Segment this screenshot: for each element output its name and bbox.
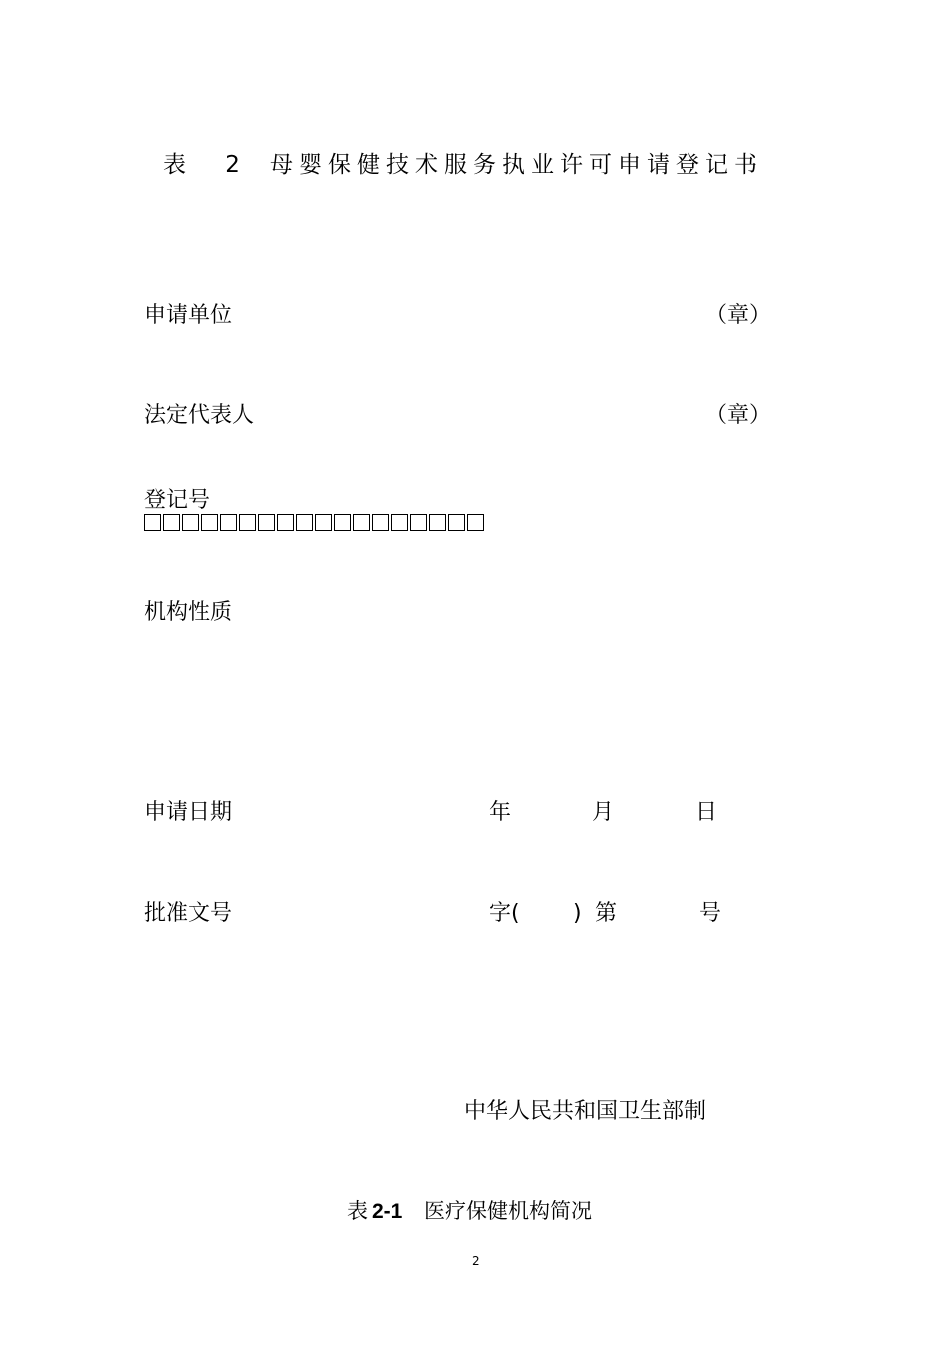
registration-digit-box [391,514,408,531]
form-title: 母婴保健技术服务执业许可申请登记书 [270,152,763,178]
registration-digit-box [277,514,294,531]
registration-digit-box [315,514,332,531]
legal-representative-seal-mark: （章） [705,403,772,428]
approval-close-paren: ) [573,901,582,926]
registration-digit-box [239,514,256,531]
date-month-label: 月 [592,800,615,825]
registration-number-boxes [144,514,484,531]
registration-digit-box [467,514,484,531]
approval-di-label: 第 [595,901,618,926]
registration-digit-box [258,514,275,531]
registration-digit-box [429,514,446,531]
applicant-seal-mark: （章） [705,303,772,328]
registration-digit-box [353,514,370,531]
application-date-label: 申请日期 [144,800,233,825]
registration-number-label: 登记号 [144,488,211,513]
registration-digit-box [448,514,465,531]
registration-digit-box [220,514,237,531]
institution-nature-label: 机构性质 [144,600,233,625]
approval-number-label: 批准文号 [144,901,233,926]
section-table-number: 2-1 [372,1200,403,1223]
issuing-authority: 中华人民共和国卫生部制 [464,1099,707,1124]
date-year-label: 年 [489,800,512,825]
registration-digit-box [410,514,427,531]
registration-digit-box [201,514,218,531]
registration-digit-box [144,514,161,531]
section-title: 医疗保健机构简况 [424,1199,592,1223]
approval-zi-label: 字( [489,901,520,926]
date-day-label: 日 [695,800,718,825]
page-number: 2 [472,1254,480,1268]
section-table-prefix: 表 [347,1199,368,1223]
form-table-number: 表 2 [163,152,256,178]
approval-hao-label: 号 [699,901,722,926]
registration-digit-box [163,514,180,531]
legal-representative-label: 法定代表人 [144,403,255,428]
registration-digit-box [182,514,199,531]
registration-digit-box [296,514,313,531]
registration-digit-box [334,514,351,531]
applicant-label: 申请单位 [144,303,233,328]
registration-digit-box [372,514,389,531]
